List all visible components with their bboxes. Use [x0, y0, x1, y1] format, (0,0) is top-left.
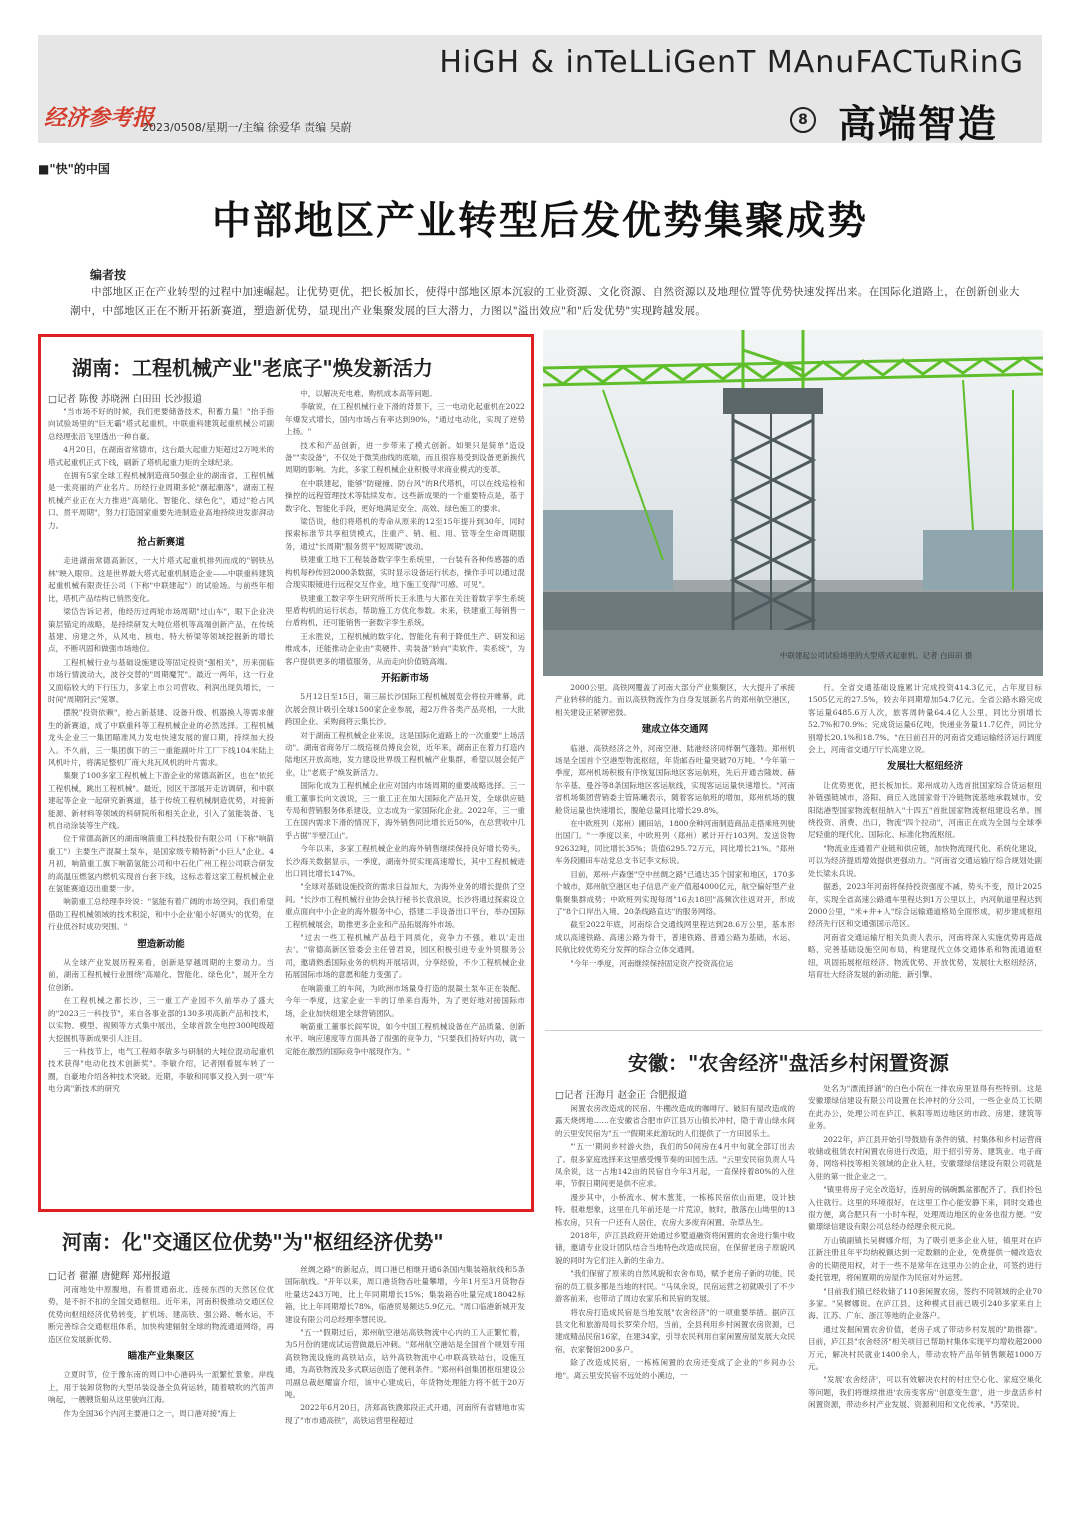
henan-byline: □记者 翟濯 唐健辉 郑州报道	[48, 1271, 171, 1282]
paragraph: 2018年，庐江县政府开始通过乡墅道融资将闲置的农舍进行集中收储，邀请专业设计团队结合当地特色改造成民宿，在保留老房子原貌风貌的同时为它们注入新的生命力。	[555, 1231, 795, 1265]
paragraph: 李敏说，在工程机械行业下滑的背景下，三一电动化起重机在2022年爆发式增长，国内市场占有率达到90%，"通过电动化，实现了逆势上扬。"	[285, 402, 525, 437]
paragraph: 从全球产业发展历程来看，创新是穿越周期的主要动力。当前，湖南工程机械行业围绕"高端化、智能化、绿色化"，展开全方位创新。	[48, 958, 274, 992]
paragraph: 响箭重工董事长阎军说，如今中国工程机械设备在产品质量、创新水平、响应速度等方面具备了很强的竞争力，"只要我们持好内功，就一定能在激烈的国际竞争中展现作为。"	[285, 1021, 525, 1056]
anhui-column-2	[808, 1083, 1042, 1508]
hunan-column-1	[48, 406, 274, 1202]
paragraph: 2022年6月20日，济郑高铁濮郑段正式开通，河南所有省辖地市实现了"市市通高铁"，高铁运营里程超过	[285, 1403, 525, 1425]
subheading: 塑造新动能	[137, 938, 185, 950]
paragraph: 2022年，庐江县开始引导鼓励有条件的镇、村集体和乡村运营商收储或租赁农村闲置农房进行改造，用于招引劳务、建筑业、电子商务、网络科技等相关领域的企业入驻，安徽璟绿信建设有限公司就是入驻的第一批企业之一。	[808, 1134, 1042, 1181]
paragraph: "发展'农舍经济'，可以有效解决农村的村庄空心化、家庭空巢化等问题，我们将继续推进'农房变客房''创意变生意'，进一步盘活乡村闲置资源，带动乡村产业发展、资源利用和文化传承。"苏荣说。	[808, 1375, 1042, 1410]
subheading: 瞄准产业集聚区	[127, 1351, 195, 1363]
masthead-banner	[38, 35, 1042, 146]
paragraph: 目前，郑州-卢森堡"空中丝绸之路"已通达35个国家和地区，170多个城市，郑州航空港区电子信息产业产值超4000亿元，航空偏好型产业集聚集群成势；中欧班列实现每周"16去18回"高频次往返对开，形成了"8个口岸出入境、20条线路直达"的服务网络。	[555, 869, 795, 916]
paragraph: 行。全省交通基础设施累计完成投资414.3亿元，占年度目标1505亿元的27.5%，较去年同期增加54.7亿元。全省公路水路完成客运量6485.6万人次，旅客周转量64.4亿人公里，同比分别增长52.7%和70.9%；完成货运量6亿吨，快递业务量11.7亿件，同比分别增长20.1%和18.7%。"在日前召开的河南省交通运输经济运行调度会上，河南省交通厅厅长高建立说。	[808, 683, 1042, 755]
issue-info: 2023/0508/星期一/主编 徐爱华 责编 吴蔚	[142, 121, 352, 134]
henan-column-1	[48, 1284, 274, 1509]
paragraph: 临港、高铁经济之外，河南空港、陆港经济同样朝气蓬勃。郑州机场是全国首个空港型物流枢纽，年货邮吞吐量突破70万吨。"今年第一季度，郑州机场积极有序恢复国际地区客运航班，先后开通吉隆坡、赫尔辛基、曼谷等8条国际地区客运航线，实现客运运量快速增长。"河南省机场集团营销委主管陈曦表示，随着客运航班的增加，郑州机场的腹舱货运量也快速增长，腹舱总量同比增长29.8%。	[555, 743, 795, 815]
paragraph: 工程机械行业与基础设施建设等固定投资"强相关"，历来面临市场行情波动大，波谷交替的"周期魔咒"。最近一两年，这一行业又面临较大的下行压力，多家上市公司营收、利润出现负增长，一时间"周期阴云"笼罩。	[48, 657, 274, 704]
paragraph: 摆脱"投资依赖"，抢占新基建、设备升级、机器换人等需求催生的新赛道，成了中联重科等工程机械企业的必然选择。工程机械龙头企业三一集团瞄准风力发电快速发展的窗口期，持续加大投入。不久前，三一集团旗下的三一重能副叶片工厂下线104米陆上风机叶片，将满足整机厂商大兆瓦风机的叶片需求。	[48, 708, 274, 767]
paragraph: 在中联建起，能够"防碰撞、防台风"的R代塔机，可以在线巡检和操控的远程管理技术等陆续发布。这些新成果的一个重要特点是，基于数字化、智能化手段，更好地满足安全、高效、绿色施工的要求。	[285, 478, 525, 513]
subheading: 发展壮大枢纽经济	[886, 761, 963, 773]
henan-article-title: 河南：化"交通区位优势"为"枢纽经济优势"	[62, 1230, 444, 1254]
paragraph: "今年一季度，河南继续保持固定资产投资高位运	[570, 958, 734, 968]
paragraph: 集聚了100多家工程机械上下游企业的常德高新区，也在"依托工程机械，跳出工程机械"。最近，园区干部展开走访调研，和中联建起等企业一起研究新赛道，基于传统工程机械制造优势，对接新能源、新材料等领域的科研院所和相关企业，引入了氢能装备、飞机自动涂装等生产线。	[48, 771, 274, 830]
paragraph: 今年以来，多家工程机械企业的海外销售继续保持良好增长势头。长沙海关数据显示，一季度，湖南外贸实现高速增长，其中工程机械进出口同比增长147%。	[285, 844, 525, 879]
tower-crane-photo	[543, 330, 1043, 676]
photo-caption: 中联建起公司试验场里的大型塔式起重机。记者 白田田 摄	[780, 651, 973, 660]
paragraph: 王永胜说，工程机械的数字化、智能化有利于降低生产、研发和运维成本，还能推动企业由"卖硬件、卖装备"转向"卖软件、卖系统"，为客户提供更多的增值服务，从而走向价值链高端。	[285, 631, 525, 666]
paragraph: 截至2022年底，河南综合交通线网里程达到28.6万公里，基本形成以高速铁路、高速公路为骨干，普速铁路、普通公路为基础，水运、民航比较优势充分发挥的综合立体交通网。	[555, 920, 795, 955]
hunan-column-2	[285, 388, 525, 1202]
paragraph: 作为全国36个内河主要港口之一，周口港对接"海上	[63, 1408, 236, 1418]
paragraph: "过去一些工程机械产品趋于同质化，竞争力不强，难以'走出去'。"常德高新区管委会主任曾君说，园区积极引进专业外贸服务公司，邀请熟悉国际业务的机构开展培训，分享经验，不少工程机械企业拓展国际市场的意愿和能力变强了。	[285, 933, 525, 980]
paragraph: 对于湖南工程机械企业来说，这是国际化道路上的一次重要"上场活动"。湖南省商务厅二级巡视员傅良会说，近年来，湖南正在着力打造内陆地区开放高地，发力建设世界级工程机械产业集群，希望以展会促产业，让"老底子"焕发新活力。	[285, 730, 525, 777]
paragraph: 走进湖南常德高新区，一大片塔式起重机排列而成的"钢铁丛林"映入眼帘。这是世界最大塔式起重机制造企业——中联重科建筑起重机械有限责任公司（下称"中联建起"）的试验场。与前些年相比，塔机产品结构已悄然变化。	[48, 556, 274, 603]
paragraph: 丝绸之路"的新起点，周口港已相继开通6条国内集装箱航线和5条国际航线。"开年以来，周口港货物吞吐量攀增，今年1月至3月货物吞吐量达243万吨，比上年同期增长15%；集装箱吞吐量完成18042标箱，比上年同期增长78%，临港贸易额达5.9亿元。"周口临港新城开发建设有限公司总经理李慧民说。	[285, 1265, 525, 1324]
anhui-byline: □记者 汪海月 赵金正 合肥报道	[555, 1090, 688, 1101]
paragraph: 在拥有5家全球工程机械制造商50强企业的湖南省，工程机械是一张亮丽的产业名片。历经行业周期多轮"潮起潮落"，湖南工程机械产业正在大力推进"高端化、智能化、绿色化"，通过"抢占风口、贯平周期"，努力打造国家重要先进制造业高地持续迸发澎湃动力。	[48, 471, 274, 530]
paragraph: 处名为"漂流择涵"的白色小院在一排农房里显得有些特别。这是安徽璟绿信建设有限公司设置在长冲村的分公司，一些企业员工长期在此办公，处理公司在庐江、枞阳等周边地区的市政、房建、建筑等业务。	[808, 1084, 1042, 1131]
paragraph: 除了改造成民宿，一栋栋闲置的农房还变成了企业的"乡间办公地"。离云里安民宿不远处的小溪边，一	[555, 1358, 795, 1380]
paragraph: 梁岱告诉记者，他经历过两轮市场周期"过山车"，眼下企业决策层锚定的战略，是持续研发大吨位塔机等高端创新产品，在传统基建、房建之外，从风电、核电、特大桥梁等领域挖掘新的增长点，不断巩固和做强市场地位。	[48, 607, 274, 654]
page-headline: 中部地区产业转型后发优势集聚成势	[211, 199, 868, 244]
divider	[545, 1030, 1042, 1031]
paragraph: 闲置农房改造成的民宿、牛棚改造成的咖啡厅、破旧有屋改造成的露天烧烤地……在安徽省合肥市庐江县万山镇长冲村，隐于青山绿水间的云里安民宿为"五一"假期来此游玩的人们提供了一方田园乐土。	[555, 1104, 795, 1138]
paragraph: 在中欧班列（郑州）圃田站，1800余种河南制造商品走搭乘班列驶出国门。"一季度以来，中欧班列（郑州）累计开行103列。发送货物92632吨，同比增长35%；货值6295.72万元，同比增长21%。"郑州车务段圃田车站党总支书记李文标说。	[555, 819, 795, 866]
paragraph: 中，以解决充电难、购机成本高等问题。	[300, 389, 437, 398]
subheading: 开拓新市场	[381, 672, 429, 684]
henan-column-2	[285, 1264, 525, 1509]
page-number: 8	[790, 107, 816, 133]
paragraph: 国际化成为工程机械企业应对国内市场周期的重要战略选择。三一重工董事长向文波说，三一重工正在加大国际化产品开发，全球供应链专局和营销服务体系建设，立志成为一家国际化企业。2022年，三一重工在国内需求下滑的情况下，海外销售同比增长近50%，在总营收中几乎占据"半壁江山"。	[285, 781, 525, 840]
paragraph: "我们保留了原来的自然风貌和农舍布局，赋予老房子新的功能，民宿的员工很多都是当地的村民。"马凤余说，民宿运营之初就吸引了不少游客前来，也带动了周边农家乐和民宿的发展。	[555, 1269, 795, 1304]
subheading: 抢占新赛道	[137, 537, 185, 549]
paragraph: 4月20日，在湖南省常德市，这台最大起重力矩超过2万吨米的塔式起重机正式下线，刷新了塔机起重力矩的全球纪录。	[48, 445, 274, 467]
paragraph: 漫步其中，小桥流水、树木葱茏，一栋栋民宿依山而建，设计独特。很难想象，这里在几年前还是一片荒凉，彼时，散落在山坳里的13栋农房，只有一户还有人居住，农房大多废弃闲置、杂草丛生。	[555, 1192, 795, 1227]
paragraph: "全球对基础设施投资的需求日益加大，为海外业务的增长提供了空间。"长沙市工程机械行业协会执行秘书长袁浪说，长沙将通过探索设立重点面向中小企业的海外服务中心，搭建二手设备出口平台，举办国际工程机械展会，助推更多企业和产品拓展海外市场。	[285, 882, 525, 929]
hunan-article-title: 湖南：工程机械产业"老底子"焕发新活力	[72, 356, 433, 380]
paragraph: "物流业连通着产业链和供应链，加快物流现代化、系统化建设，可以为经济提质增效提供更强动力。"河南省交通运输厅综合规划处副处长梁永兵说。	[808, 843, 1042, 878]
paragraph: 据悉，2023年河南将保持投资强度不减、势头不变，预计2025年，实现全省高速公路通车里程达到1万公里以上，内河航道里程达到2000公里，"米+井+人"综合运输通道格局全面形成，初步建成枢纽经济先行区和交通强国示范区。	[808, 882, 1042, 929]
newspaper-logo: 经济参考报	[44, 105, 155, 131]
paragraph: 将农房打造成民宿是当地发展"农舍经济"的一项重要举措。据庐江县文化和旅游局局长罗荣介绍，当前，全县利用乡村闲置农房资源，已建成精品民宿16家，在建34家，引导农民利用自家闲置房屋发展大众民宿，农家餐馆200多户。	[555, 1307, 795, 1354]
paragraph: 让优势更优，把长板加长。郑州成功入选首批国家综合货运枢纽补链强链城市，洛阳、商丘入选国家骨干冷链物流基地承载城市，安阳陆港型国家物流枢纽纳入"十四五"首批国家物流枢纽建设名单。围绕投资、消费、出口，物流"四个拉动"，河南正在成为全国与全球季尼轻重的现代化、国际化、标准化物流枢纽。	[808, 780, 1042, 840]
paragraph: 河南地处中原腹地，有着贯通南北、连接东西的天然区位优势，是不折不扣的全国交通枢纽。近年来，河南积极推动交通区位优势向枢纽经济优势转变，扩机场、建高铁、强公路、畅水运，不断完善综合交通枢纽体系，加快构建辐射全球的物流通道网络，再造区位发展新优势。	[48, 1285, 274, 1344]
paragraph: "五一"假期过后，郑州航空港站高铁物流中心内的工人正繁忙着，为5月份的建成试运营做最后冲刺。"郑州航空港站是全国首个规划专用高铁物流设施的高铁站点，站外高铁物流中心申联高铁站台，设施互通，为高铁物流及多式联运创造了便利条件。"郑州科创集团枢纽建设公司副总裁赵耀富介绍，该中心建成后，年货物处理能力将不低于20万吨。	[285, 1328, 525, 1400]
paragraph: 立夏时节，位于豫东南的周口中心港码头一派繁忙景象。岸线上，用于装卸货物的大型吊装设备全负荷运转，随着喷吹的汽笛声响起，一艘艘货船从这里驶向江海。	[48, 1370, 274, 1405]
column-label: ■"快"的中国	[38, 162, 110, 176]
paragraph: 在工程机械之都长沙，三一重工产业园不久前举办了盛大的"2023三一科技节"，来自各事业部的130多项高新产品和技术，以实物、模型、视频等方式集中展出，全球首款全电控300吨级超大挖掘机等新成果引人注目。	[48, 996, 274, 1043]
paragraph: 河南省交通运输厅相关负责人表示，河南将深入实施优势再造战略，完善基础设施空间布局，构建现代立体交通体系和物流通道枢纽，巩固拓展枢纽经济、物流优势、开放优势，发展壮大枢纽经济，培育壮大经济发展的新动能、新引擎。	[808, 932, 1042, 979]
paragraph: 铁建重工地下工程装备数字孪生系统里，一台装有各种传感器的盾构机每秒传回2000条数据，实时显示设备运行状态，操作手可以通过混合现实眼镜进行远程交互作业，地下施工变得"可感、可见"。	[285, 555, 525, 590]
paragraph: 梁岱说，他们将塔机的寿命从原来的12至15年提升到30年，同时探索标准节共享租赁模式，注重产、销、租、用、管等全生命周期服务，通过"长周期"服务贯平"短周期"波动。	[285, 517, 525, 551]
crane-illustration	[543, 330, 1043, 676]
anhui-article-title: 安徽："农舍经济"盘活乡村闲置资源	[628, 1051, 949, 1075]
paragraph: 技术和产品创新，进一步带来了模式创新。如果只是简单"造设备""卖设备"，不仅处于微笑曲线的底端，而且很容易受到设备更新换代周期的影响。为此，多家工程机械企业积极寻求商业模式的变革。	[285, 440, 525, 475]
henan-continued-column-a	[555, 682, 795, 1022]
paragraph: "当市场不好的时候，我们更要储备技术，积蓄力量！"抬手指向试验场里的"巨无霸"塔式起重机，中联重科建筑起重机械公司副总经理张沿飞里透出一种自豪。	[48, 407, 274, 441]
paragraph: "镇里将房子完全改造好，连厨房的锅碗瓢盆都配齐了，我们拎包入住就行。这里的环境很好，在这里工作心能安静下来，同时交通也很方便，离合肥只有一小时车程，处理周边地区的业务也很方便。"安徽璟绿信建设有限公司总经办经理余祝元说。	[808, 1185, 1042, 1232]
anhui-column-1	[555, 1103, 795, 1508]
paragraph: 通过发掘闲置农舍价值，老房子成了带动乡村发展的"助推器"。目前，庐江县"农舍经济"相关项目已帮助村集体实现平均增收超2000万元，解决村民就业1400余人，带动农特产品年销售额超1000万元。	[808, 1324, 1042, 1371]
paragraph: "'五一'期间乡村游火热，我们的50间房在4月中旬就全部订出去了。很多家庭选择来这里感受慢节奏的田园生活。"云里安民宿负责人马凤余说，这一占地142亩的民宿自今年3月起，一直保持着80%的入住率，节假日期间更是供不应求。	[555, 1142, 795, 1189]
paragraph: 在响箭重工的车间，为欧洲市场量身打造的混凝土泵车正在装配。今年一季度，这家企业一半的订单来自海外，为了更好地对接国际市场，企业加快组建全球营销团队。	[285, 983, 525, 1018]
editor-note-text: 中部地区正在产业转型的过程中加速崛起。让优势更优，把长板加长，使得中部地区原本沉寂的工业资源、文化资源、自然资源以及地理位置等优势快速发挥出来。在国际化道路上，在创新创业大潮中，中部地区正在不断开拓新赛道，塑造新优势，显现出产业集聚发展的巨大潜力，力图以"溢出效应"和"后发优势"实现跨越发展。	[70, 286, 1020, 317]
paragraph: 铁建重工数字孪生研究所所长王永胜与大都在关注着数字孪生系统里盾构机的运行状态，帮助施工方优化参数。未来，铁建重工每销售一台盾构机，还可能销售一套数字孪生系统。	[285, 593, 525, 628]
paragraph: "目前我们镇已经收储了110套闲置农房，签约不同领域的企业70多家。"吴樨娜说。在庐江县，这种模式目前已吸引240多家来自上海、江苏、广东、浙江等地的企业落户。	[808, 1286, 1042, 1321]
henan-continued-column-b	[808, 682, 1042, 1022]
editor-note-title: 编者按	[90, 268, 127, 282]
paragraph: 5月12日至15日，第三届长沙国际工程机械展览会将拉开帷幕，此次展会预计吸引全球1500家企业参展，超2万件各类产品亮相，一大批跨国企业、采购商将云集长沙。	[285, 692, 525, 727]
paragraph: 2000公里。高铁网覆盖了河南大部分产业集聚区，大大提升了承接产业转移的能力。而以高铁物流作为自身发展新名片的郑州航空港区，相关建设正紧锣密鼓。	[555, 683, 795, 717]
paragraph: 响箭重工总经理李玲说："氢能有着广阔的市场空间，我们希望借助工程机械领域的技术积淀，和中小企业'船小好调头'的优势，在行业低谷时成功突围。"	[48, 897, 274, 932]
paragraph: 位于常德高新区的湖南响箭重工科技股份有限公司（下称"响箭重工"）主要生产混凝土泵车，是国家级专精特新"小巨人"企业。4月初，响箭重工旗下响箭氢能公司和中石化广州工程公司联合研发的高温压燃氢内燃机实现首台套下线，这标志着这家工程机械企业在氢能赛道迈出重要一步。	[48, 834, 274, 894]
section-title: 高端智造	[838, 102, 999, 146]
paragraph: 三一科技节上，电气工程师李敏多与研制的大吨位混动起重机技术获得"电动化技术创新奖"。李敏介绍，记者刚看展车转了一圈，自豪地介绍各种技术突破。近期，李敏和同事又投入到一项"车电分离"新技术的研究	[48, 1046, 274, 1094]
subheading: 建成立体交通网	[641, 724, 709, 736]
english-section-title: HiGH & inTeLLiGenT MAnuFACTuRinG	[439, 45, 1024, 80]
paragraph: 万山镇副镇长吴樨娜介绍，为了吸引更多企业入驻，镇里对在庐江新注册且年平均纳税额达到一定数额的企业，免费提供一幢改造农舍的长期使用权，对于一些不是常年在这里办公的企业，可签约进行委托管理，将闲置期的房屋作为民宿对外运营。	[808, 1235, 1042, 1283]
hunan-byline: □记者 陈俊 苏晓洲 白田田 长沙报道	[48, 394, 203, 405]
